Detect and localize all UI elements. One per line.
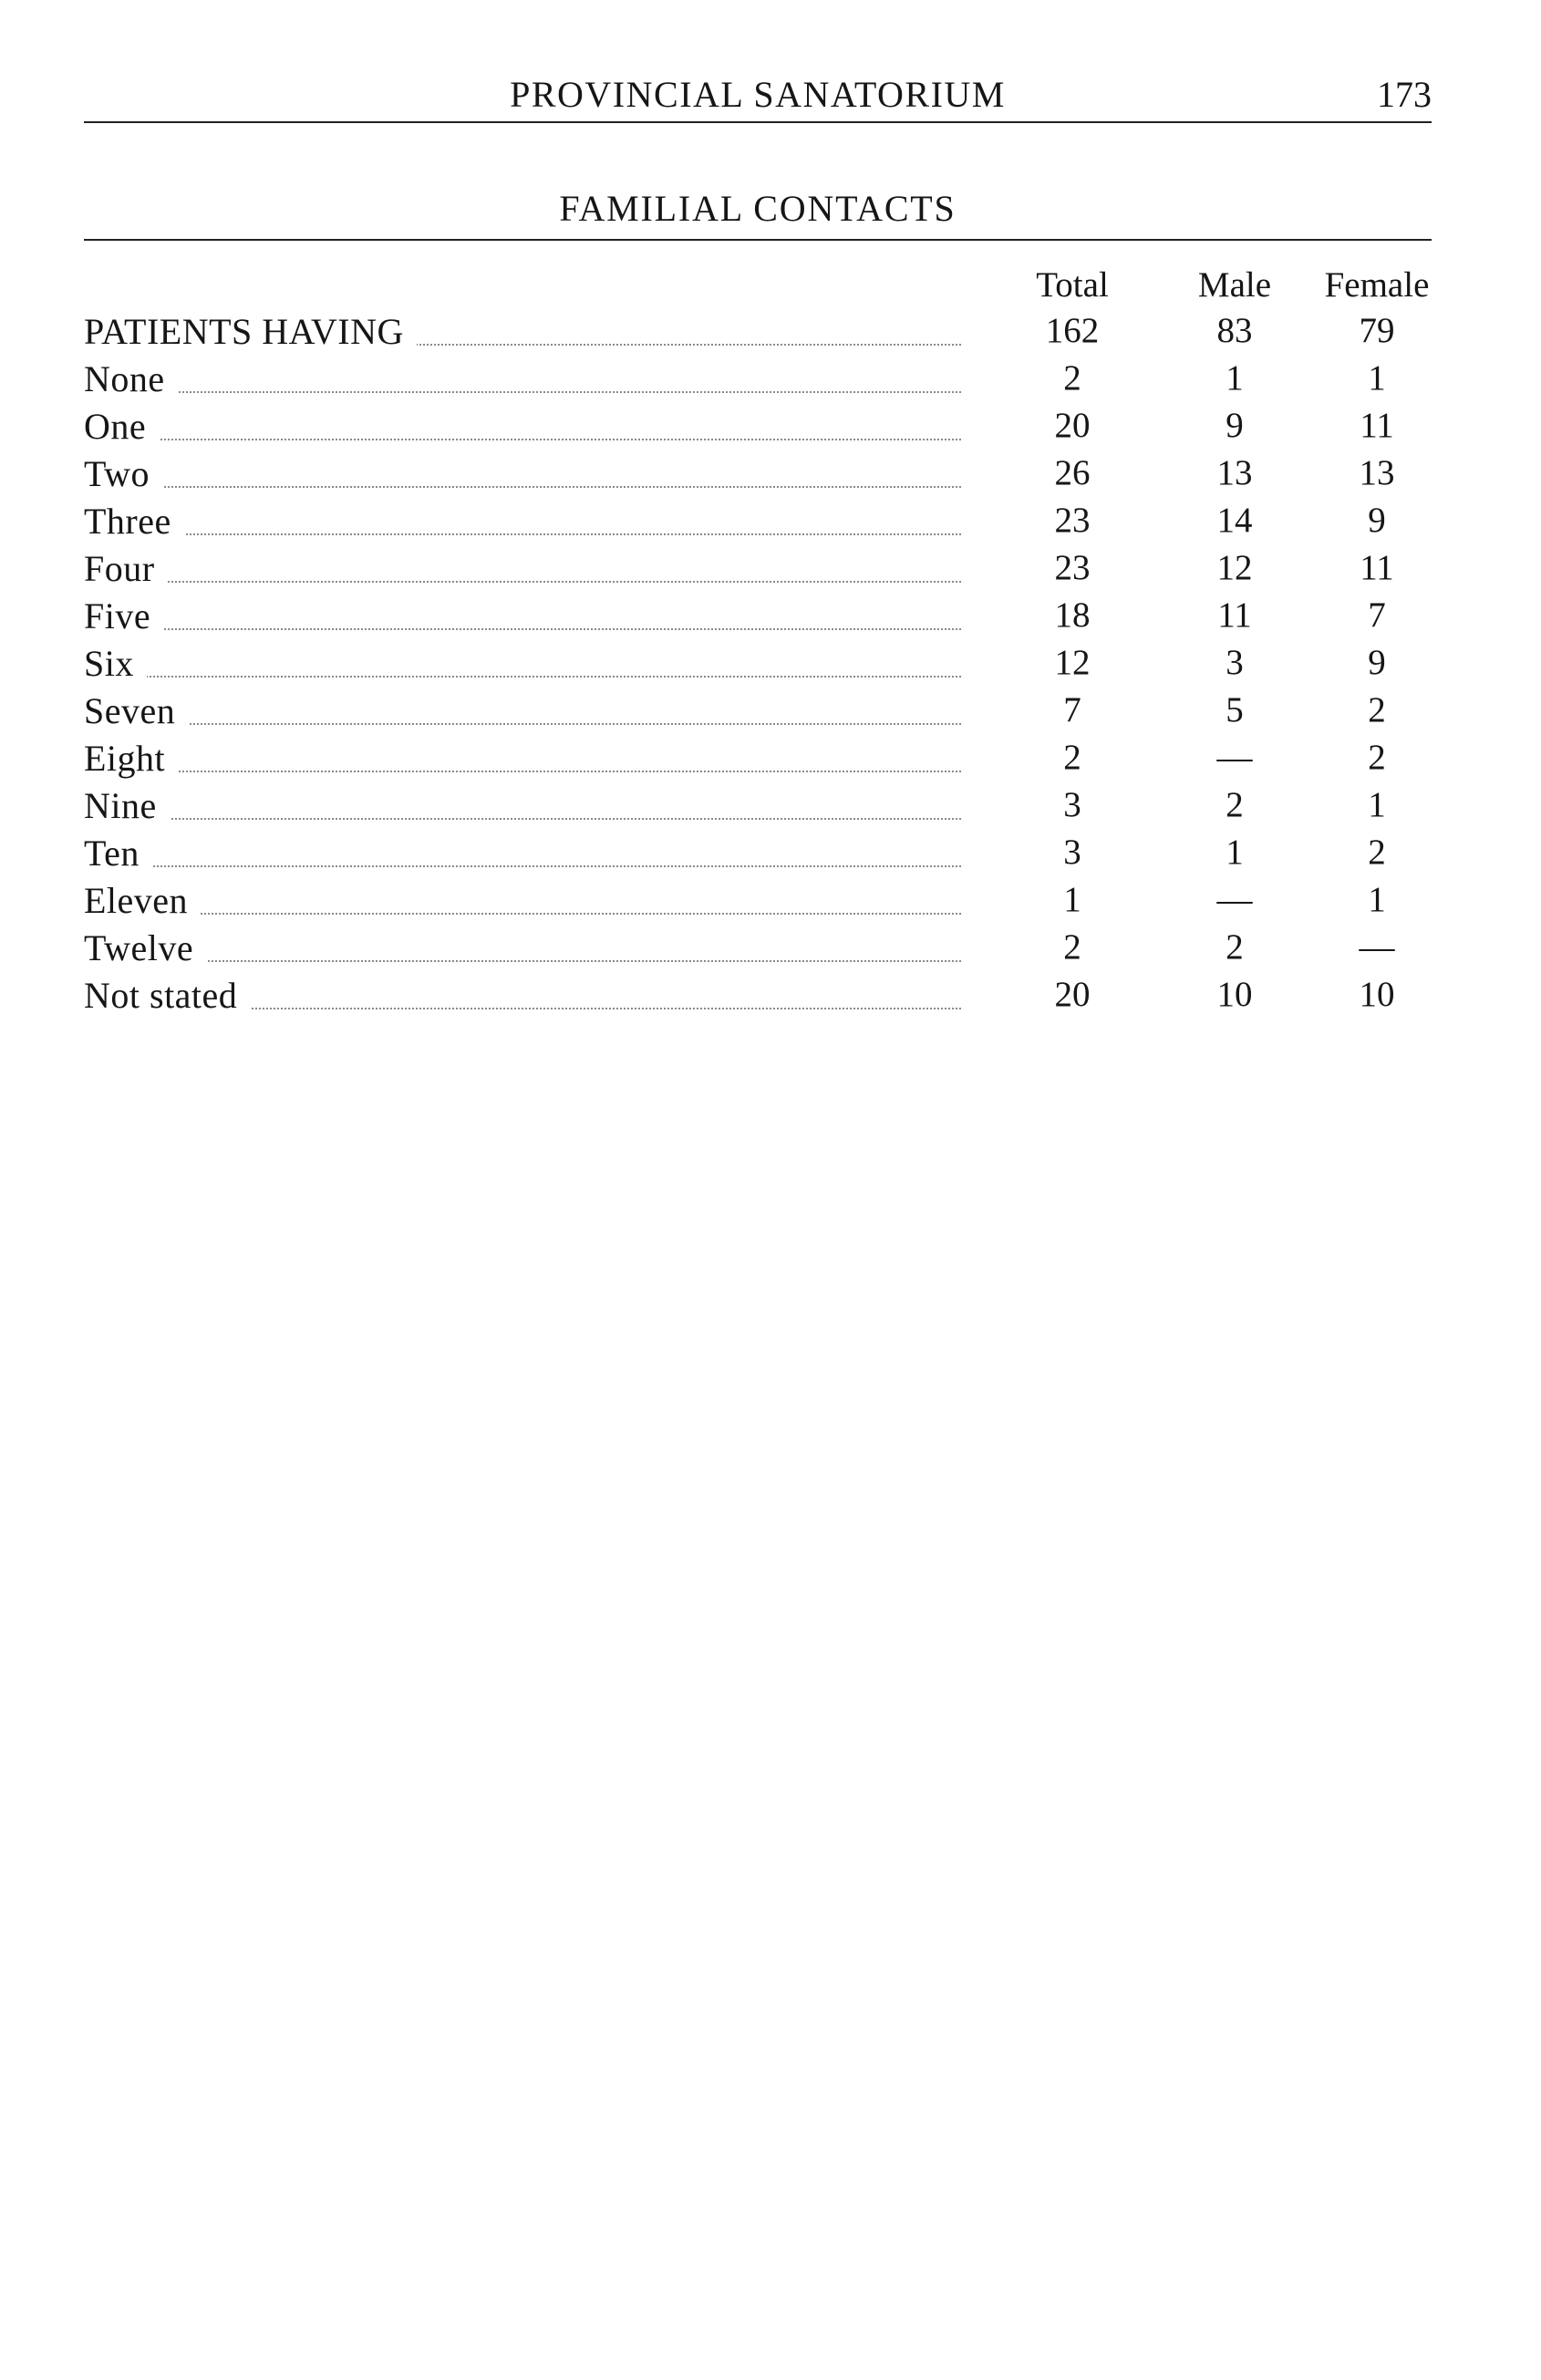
female-cell: 2 bbox=[1368, 833, 1386, 872]
row-label: PATIENTS HAVING bbox=[84, 310, 417, 353]
table-row bbox=[84, 357, 1432, 405]
male-cell: — bbox=[1216, 738, 1253, 777]
female-cell: 79 bbox=[1359, 311, 1395, 350]
row-label: Eight bbox=[84, 737, 178, 780]
header-rule bbox=[84, 121, 1432, 123]
row-label: One bbox=[84, 405, 159, 448]
row-label: Two bbox=[84, 452, 162, 495]
total-cell: 18 bbox=[1054, 595, 1091, 635]
male-cell: 1 bbox=[1226, 833, 1244, 872]
row-label: Five bbox=[84, 595, 163, 637]
total-cell: 26 bbox=[1054, 453, 1091, 492]
total-cell: 7 bbox=[1063, 690, 1081, 730]
dot-leader bbox=[84, 865, 961, 867]
table-row bbox=[84, 737, 1432, 784]
male-cell: — bbox=[1216, 880, 1253, 919]
male-cell: 83 bbox=[1216, 311, 1253, 350]
male-cell: 2 bbox=[1226, 927, 1244, 967]
female-cell: 1 bbox=[1368, 358, 1386, 398]
female-cell: 11 bbox=[1360, 406, 1394, 445]
table-row bbox=[84, 595, 1432, 642]
male-cell: 3 bbox=[1226, 643, 1244, 682]
section-rule bbox=[84, 239, 1432, 241]
male-cell: 14 bbox=[1216, 501, 1253, 540]
total-cell: 3 bbox=[1063, 785, 1081, 824]
total-cell: 162 bbox=[1045, 311, 1100, 350]
female-cell: 13 bbox=[1359, 453, 1395, 492]
table-row bbox=[84, 405, 1432, 452]
male-cell: 11 bbox=[1217, 595, 1252, 635]
table-row bbox=[84, 784, 1432, 832]
male-cell: 1 bbox=[1226, 358, 1244, 398]
table-row bbox=[84, 832, 1432, 879]
table-row bbox=[84, 500, 1432, 547]
total-cell: 20 bbox=[1054, 406, 1091, 445]
table-row bbox=[84, 879, 1432, 926]
dot-leader bbox=[84, 486, 961, 488]
row-label: Eleven bbox=[84, 879, 201, 922]
row-label: Three bbox=[84, 500, 184, 543]
dot-leader bbox=[84, 676, 961, 678]
dot-leader bbox=[84, 533, 961, 535]
column-header-male: Male bbox=[1197, 265, 1272, 305]
female-cell: 2 bbox=[1368, 690, 1386, 730]
row-label: Four bbox=[84, 547, 168, 590]
row-label: Twelve bbox=[84, 926, 206, 969]
table-row bbox=[84, 974, 1432, 1021]
male-cell: 10 bbox=[1216, 975, 1253, 1014]
total-cell: 3 bbox=[1063, 833, 1081, 872]
female-cell: 9 bbox=[1368, 501, 1386, 540]
female-cell: 9 bbox=[1368, 643, 1386, 682]
dot-leader bbox=[84, 439, 961, 440]
running-title: PROVINCIAL SANATORIUM bbox=[510, 74, 1006, 115]
row-label: Seven bbox=[84, 689, 188, 732]
dot-leader bbox=[84, 771, 961, 772]
table-row bbox=[84, 689, 1432, 737]
row-label: Six bbox=[84, 642, 147, 685]
male-cell: 13 bbox=[1216, 453, 1253, 492]
female-cell: 10 bbox=[1359, 975, 1395, 1014]
column-header-total: Total bbox=[1036, 265, 1109, 305]
row-label: Nine bbox=[84, 784, 170, 827]
female-cell: 7 bbox=[1368, 595, 1386, 635]
total-cell: 1 bbox=[1063, 880, 1081, 919]
male-cell: 5 bbox=[1226, 690, 1244, 730]
running-head bbox=[84, 73, 1432, 120]
female-cell: 1 bbox=[1368, 785, 1386, 824]
row-label: Ten bbox=[84, 832, 152, 874]
male-cell: 9 bbox=[1226, 406, 1244, 445]
female-cell: 1 bbox=[1368, 880, 1386, 919]
female-cell: 11 bbox=[1360, 548, 1394, 587]
dot-leader bbox=[84, 391, 961, 393]
total-cell: 23 bbox=[1054, 501, 1091, 540]
male-cell: 12 bbox=[1216, 548, 1253, 587]
row-label: Not stated bbox=[84, 974, 250, 1017]
total-cell: 12 bbox=[1054, 643, 1091, 682]
total-cell: 2 bbox=[1063, 738, 1081, 777]
dot-leader bbox=[84, 913, 961, 915]
dot-leader bbox=[84, 723, 961, 725]
table-row bbox=[84, 642, 1432, 689]
table-row bbox=[84, 310, 1432, 357]
row-label: None bbox=[84, 357, 178, 400]
table-row bbox=[84, 452, 1432, 500]
section-title: FAMILIAL CONTACTS bbox=[559, 188, 957, 229]
female-cell: 2 bbox=[1368, 738, 1386, 777]
total-cell: 20 bbox=[1054, 975, 1091, 1014]
column-header-female: Female bbox=[1324, 265, 1430, 305]
total-cell: 23 bbox=[1054, 548, 1091, 587]
dot-leader bbox=[84, 960, 961, 962]
table-row bbox=[84, 547, 1432, 595]
page-number: 173 bbox=[1377, 74, 1432, 115]
total-cell: 2 bbox=[1063, 358, 1081, 398]
dot-leader bbox=[84, 818, 961, 820]
dot-leader bbox=[84, 628, 961, 630]
female-cell: — bbox=[1359, 927, 1395, 967]
table-row bbox=[84, 926, 1432, 974]
dot-leader bbox=[84, 581, 961, 583]
male-cell: 2 bbox=[1226, 785, 1244, 824]
total-cell: 2 bbox=[1063, 927, 1081, 967]
